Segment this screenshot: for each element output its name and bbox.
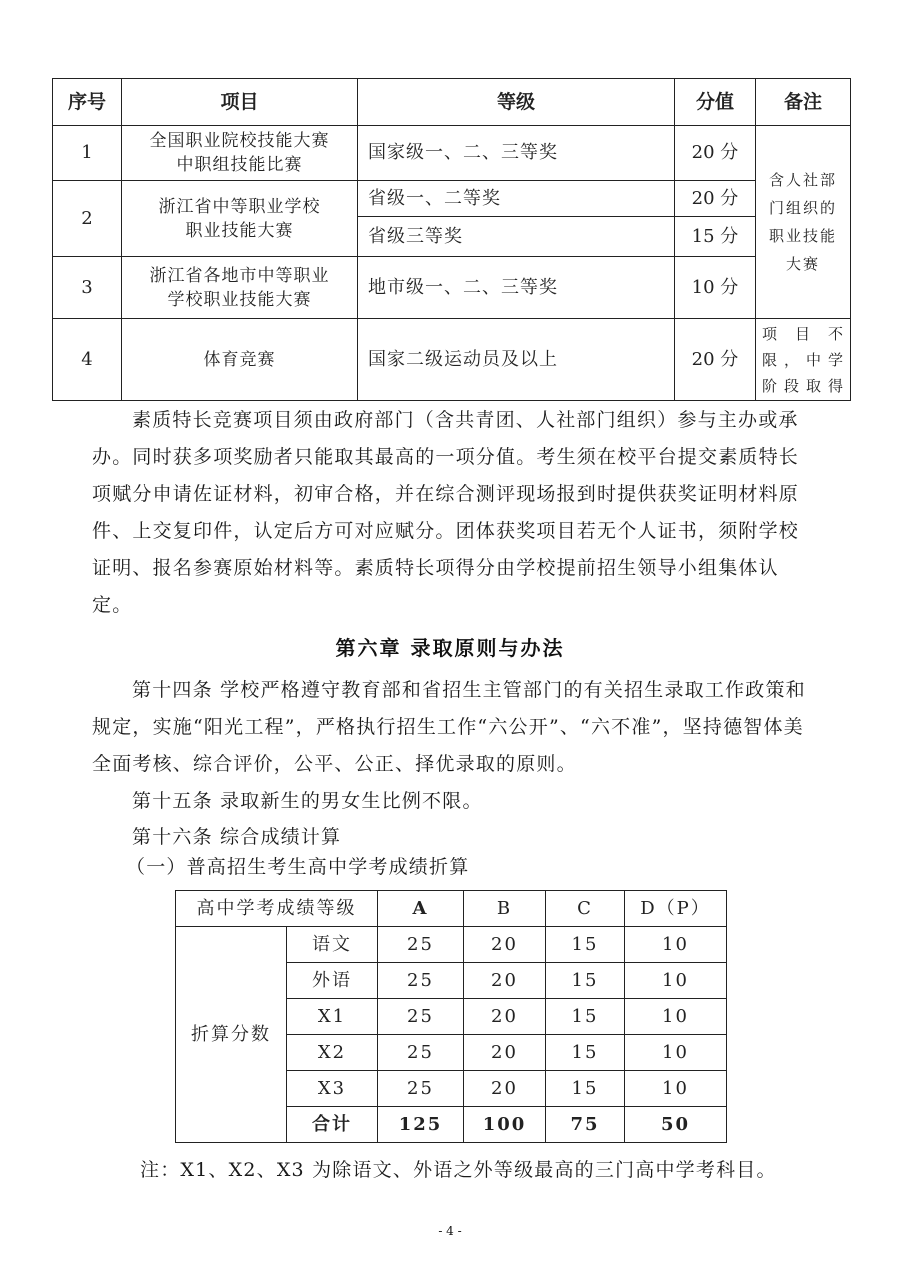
article-14: 第十四条 学校严格遵守教育部和省招生主管部门的有关招生录取工作政策和规定，实施“阳光工程”，严格执行招生工作“六公开”、“六不准”，坚持德智体美全面考核、综合评价，公平、公正、择优录取的原则。 bbox=[92, 679, 806, 775]
table-row bbox=[53, 126, 851, 181]
item-line: 全国职业院校技能大赛 bbox=[149, 131, 330, 151]
subject: 语文 bbox=[287, 927, 378, 963]
value: 15 bbox=[546, 999, 625, 1035]
header-grade-c: C bbox=[546, 891, 625, 927]
header-no: 序号 bbox=[53, 79, 122, 126]
subsection-title: （一）普高招生考生高中学考成绩折算 bbox=[126, 856, 470, 878]
value: 15 bbox=[546, 1071, 625, 1107]
item-line: 职业技能大赛 bbox=[185, 220, 294, 241]
table-note: 注：X1、X2、X3 为除语文、外语之外等级最高的三门高中学考科目。 bbox=[140, 1159, 777, 1181]
score-conversion-table bbox=[175, 890, 727, 1143]
item-line: 浙江省中等职业学校 bbox=[158, 196, 321, 217]
value: 10 bbox=[625, 1035, 727, 1071]
row-item bbox=[122, 181, 358, 257]
total-value: 100 bbox=[464, 1107, 546, 1143]
row-score: 20 分 bbox=[675, 126, 756, 181]
table-header-row bbox=[53, 79, 851, 126]
value: 25 bbox=[378, 927, 464, 963]
note-line: 含人社部 bbox=[768, 171, 837, 189]
header-grade-a: A bbox=[378, 891, 464, 927]
value: 20 bbox=[464, 1071, 546, 1107]
row-score: 10 分 bbox=[675, 257, 756, 319]
header-note: 备注 bbox=[756, 79, 851, 126]
value: 25 bbox=[378, 1071, 464, 1107]
value: 25 bbox=[378, 963, 464, 999]
row-note bbox=[756, 319, 851, 401]
value: 15 bbox=[546, 927, 625, 963]
value: 15 bbox=[546, 1035, 625, 1071]
subject: X1 bbox=[287, 999, 378, 1035]
value: 20 bbox=[464, 927, 546, 963]
header-grade-b: B bbox=[464, 891, 546, 927]
value: 25 bbox=[378, 1035, 464, 1071]
article-15: 第十五条 录取新生的男女生比例不限。 bbox=[132, 790, 483, 812]
table-row bbox=[176, 927, 727, 963]
value: 10 bbox=[625, 963, 727, 999]
note-line: 门组织的 bbox=[768, 199, 837, 217]
value: 10 bbox=[625, 1071, 727, 1107]
value: 20 bbox=[464, 963, 546, 999]
header-grade-label: 高中学考成绩等级 bbox=[176, 891, 378, 927]
article-16: 第十六条 综合成绩计算 bbox=[132, 826, 342, 848]
item-line: 中职组技能比赛 bbox=[176, 155, 303, 175]
row-item: 体育竞赛 bbox=[122, 319, 358, 401]
row-group-label: 折算分数 bbox=[176, 927, 287, 1143]
value: 20 bbox=[464, 999, 546, 1035]
row-grade: 省级一、二等奖 bbox=[358, 181, 675, 217]
chapter-title: 第六章 录取原则与办法 bbox=[335, 636, 565, 660]
note-line: 职业技能 bbox=[768, 227, 837, 245]
note-line: 阶段取得 bbox=[762, 376, 844, 395]
note-line: 大赛 bbox=[785, 255, 820, 273]
header-grade-d: D（P） bbox=[625, 891, 727, 927]
item-line: 浙江省各地市中等职业 bbox=[149, 265, 330, 286]
table-header-row bbox=[176, 891, 727, 927]
row-no: 4 bbox=[53, 319, 122, 401]
value: 10 bbox=[625, 999, 727, 1035]
table-row bbox=[53, 257, 851, 319]
table-row bbox=[53, 319, 851, 401]
value: 15 bbox=[546, 963, 625, 999]
total-label: 合计 bbox=[287, 1107, 378, 1143]
header-score: 分值 bbox=[675, 79, 756, 126]
note-line: 项 目 不 bbox=[762, 324, 844, 343]
row-note bbox=[756, 126, 851, 319]
value: 10 bbox=[625, 927, 727, 963]
item-line: 学校职业技能大赛 bbox=[167, 289, 312, 310]
subject: X3 bbox=[287, 1071, 378, 1107]
header-grade: 等级 bbox=[358, 79, 675, 126]
row-score: 15 分 bbox=[675, 217, 756, 257]
row-score: 20 分 bbox=[675, 319, 756, 401]
row-item bbox=[122, 126, 358, 181]
row-no: 3 bbox=[53, 257, 122, 319]
value: 25 bbox=[378, 999, 464, 1035]
row-grade: 省级三等奖 bbox=[358, 217, 675, 257]
row-score: 20 分 bbox=[675, 181, 756, 217]
subject: X2 bbox=[287, 1035, 378, 1071]
row-no: 1 bbox=[53, 126, 122, 181]
page-number: - 4 - bbox=[438, 1224, 462, 1238]
value: 20 bbox=[464, 1035, 546, 1071]
total-value: 125 bbox=[378, 1107, 464, 1143]
award-score-table bbox=[52, 78, 851, 401]
row-grade: 国家二级运动员及以上 bbox=[358, 319, 675, 401]
row-grade: 国家级一、二、三等奖 bbox=[358, 126, 675, 181]
table-row bbox=[53, 181, 851, 217]
subject: 外语 bbox=[287, 963, 378, 999]
row-item bbox=[122, 257, 358, 319]
header-item: 项目 bbox=[122, 79, 358, 126]
row-no: 2 bbox=[53, 181, 122, 257]
total-value: 50 bbox=[625, 1107, 727, 1143]
total-value: 75 bbox=[546, 1107, 625, 1143]
note-line: 限，中学 bbox=[762, 350, 844, 369]
row-grade: 地市级一、二、三等奖 bbox=[358, 257, 675, 319]
paragraph-award-rules: 素质特长竞赛项目须由政府部门（含共青团、人社部门组织）参与主办或承办。同时获多项奖励者只能取其最高的一项分值。考生须在校平台提交素质特长项赋分申请佐证材料，初审合格，并在综合测评现场报到时提供获奖证明材料原件、上交复印件，认定后方可对应赋分。团体获奖项目若无个人证书，须附学校证明、报名参赛原始材料等。素质特长项得分由学校提前招生领导小组集体认定。 bbox=[92, 409, 800, 616]
